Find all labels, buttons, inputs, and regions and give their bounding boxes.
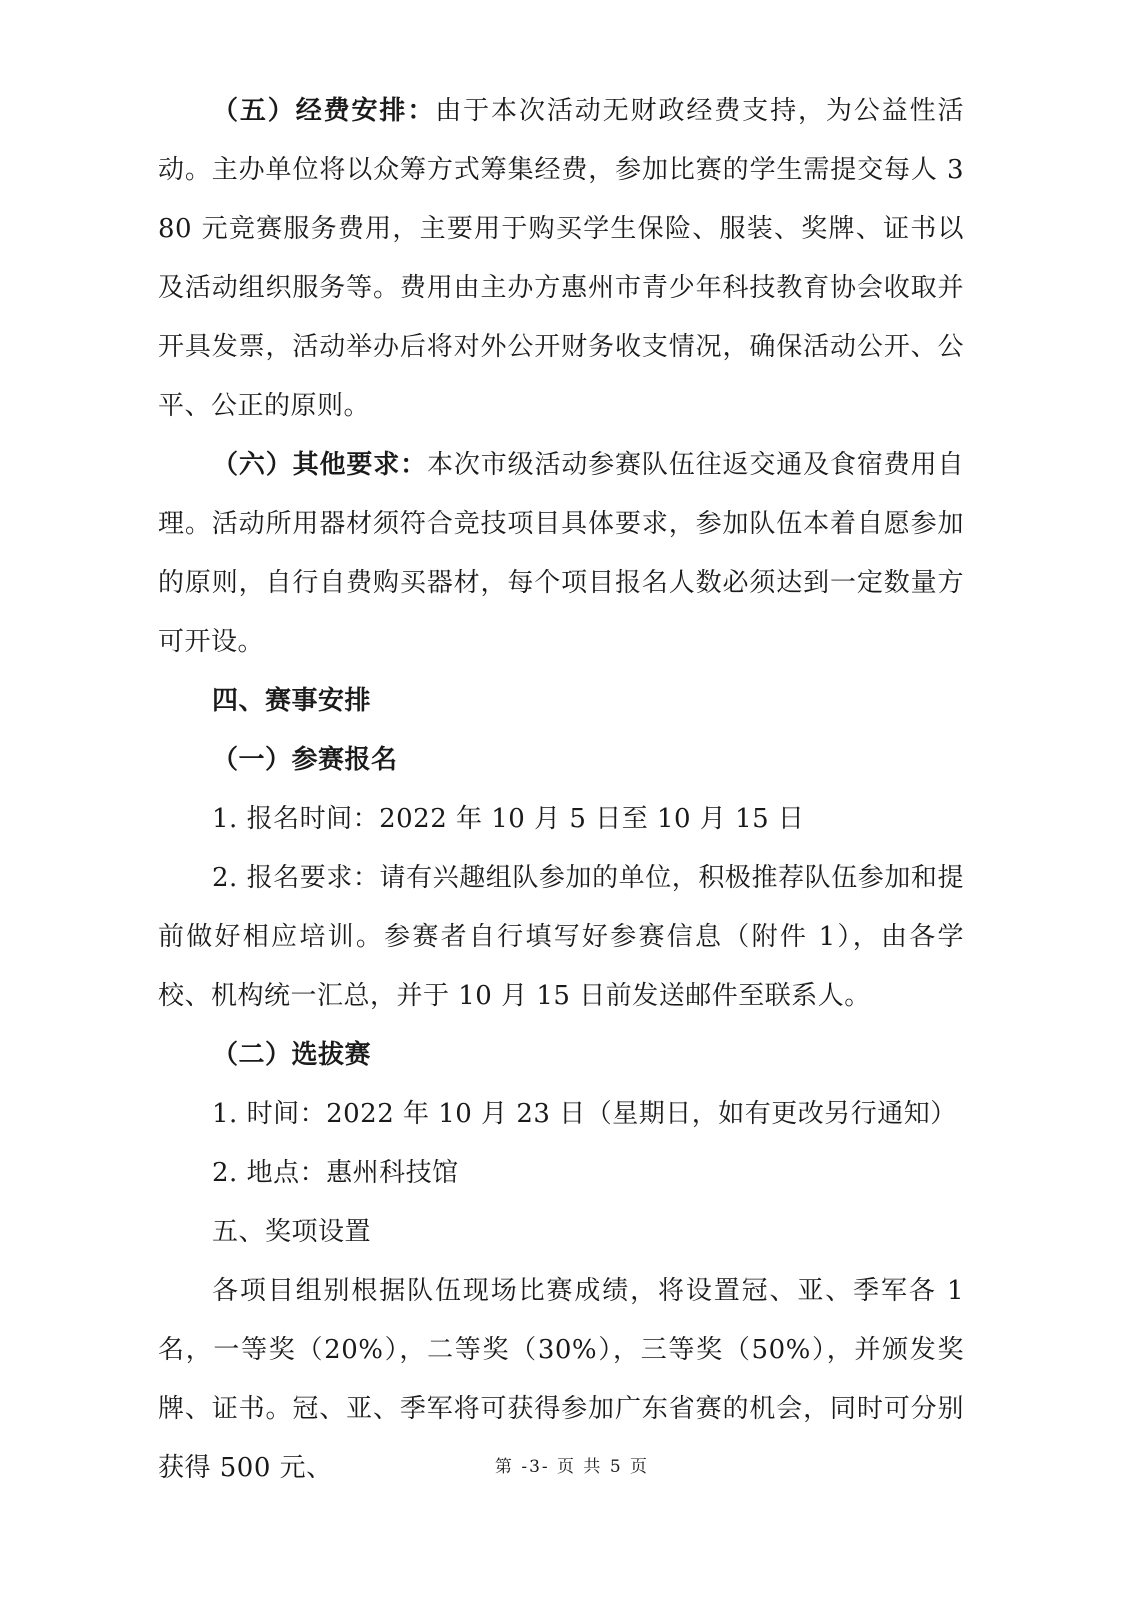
paragraph-label: （五）经费安排： xyxy=(212,96,436,126)
paragraph-text: 本次市级活动参赛队伍往返交通及食宿费用自理。活动所用器材须符合竞技项目具体要求，参加队伍本着自愿参加的原则，自行自费购买器材，每个项目报名人数必须达到一定数量方可开设。 xyxy=(158,450,964,657)
document-body xyxy=(158,82,964,1498)
heading-text: （二）选拔赛 xyxy=(212,1040,372,1070)
heading-text: （一）参赛报名 xyxy=(212,745,398,775)
paragraph-registration-requirements xyxy=(158,849,964,1026)
section-heading-schedule xyxy=(158,672,964,731)
paragraph-other-requirements xyxy=(158,436,964,672)
subsection-heading-selection xyxy=(158,1026,964,1085)
paragraph-text: 1. 报名时间：2022 年 10 月 5 日至 10 月 15 日 xyxy=(212,804,805,834)
section-heading-awards xyxy=(158,1203,964,1262)
paragraph-text: 2. 报名要求：请有兴趣组队参加的单位，积极推荐队伍参加和提前做好相应培训。参赛者自行填写好参赛信息（附件 1），由各学校、机构统一汇总，并于 10 月 15 日前发送邮件至联系人。 xyxy=(158,863,964,1011)
paragraph-text: 1. 时间：2022 年 10 月 23 日（星期日，如有更改另行通知） xyxy=(212,1099,957,1129)
paragraph-selection-time xyxy=(158,1085,964,1144)
paragraph-selection-location xyxy=(158,1144,964,1203)
paragraph-text: 由于本次活动无财政经费支持，为公益性活动。主办单位将以众筹方式筹集经费，参加比赛的学生需提交每人 380 元竞赛服务费用，主要用于购买学生保险、服装、奖牌、证书以及活动组织服务等。费用由主办方惠州市青少年科技教育协会收取并开具发票，活动举办后将对外公开财务收支情况，确保活动公开、公平、公正的原则。 xyxy=(158,96,964,421)
paragraph-text: 2. 地点：惠州科技馆 xyxy=(212,1158,459,1188)
page-footer: 第 -3- 页 共 5 页 xyxy=(494,1457,650,1477)
heading-text: 五、奖项设置 xyxy=(212,1217,372,1247)
subsection-heading-registration xyxy=(158,731,964,790)
paragraph-label: （六）其他要求： xyxy=(212,450,427,480)
paragraph-registration-time xyxy=(158,790,964,849)
paragraph-funding xyxy=(158,82,964,436)
heading-text: 四、赛事安排 xyxy=(212,686,372,716)
paragraph-text: 各项目组别根据队伍现场比赛成绩，将设置冠、亚、季军各 1 名，一等奖（20%），二等奖（30%），三等奖（50%），并颁发奖牌、证书。冠、亚、季军将可获得参加广东省赛的机会，同时可分别获得 500 元、 xyxy=(158,1276,964,1483)
